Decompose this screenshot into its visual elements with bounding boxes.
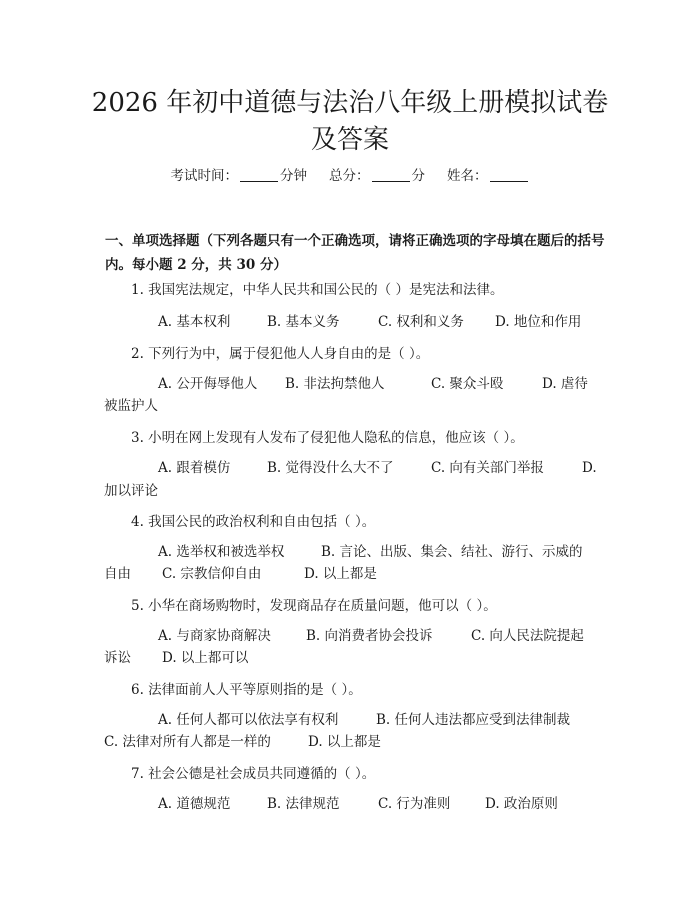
option-b: B. 基本义务 <box>267 314 340 330</box>
name-label: 姓名： <box>447 168 488 184</box>
time-label: 考试时间： <box>170 168 238 184</box>
option-b: B. 法律规范 <box>267 796 340 812</box>
option-d: D. <box>582 460 597 476</box>
question-2-continuation: 被监护人 <box>104 398 158 414</box>
question-2-stem: 2. 下列行为中，属于侵犯他人人身自由的是（ ）。 <box>131 346 430 362</box>
question-3-continuation: 加以评论 <box>104 483 158 499</box>
question-5-stem: 5. 小华在商场购物时，发现商品存在质量问题，他可以（ ）。 <box>131 598 497 614</box>
option-d: D. 以上都可以 <box>162 650 249 666</box>
continuation-text: 自由 <box>104 566 131 582</box>
option-b: B. 言论、出版、集会、结社、游行、示威的 <box>321 544 583 560</box>
option-c: C. 宗教信仰自由 <box>162 566 262 582</box>
option-c: C. 法律对所有人都是一样的 <box>104 734 271 750</box>
option-b: B. 向消费者协会投诉 <box>306 628 433 644</box>
score-unit: 分 <box>411 168 425 184</box>
score-label: 总分： <box>329 168 370 184</box>
option-c: C. 向人民法院提起 <box>471 628 584 644</box>
option-a: A. 与商家协商解决 <box>158 628 271 644</box>
option-c: C. 向有关部门举报 <box>431 460 544 476</box>
option-c: C. 聚众斗殴 <box>431 376 504 392</box>
exam-meta <box>0 170 700 184</box>
question-6-stem: 6. 法律面前人人平等原则指的是（ ）。 <box>131 682 362 698</box>
question-4-stem: 4. 我国公民的政治权利和自由包括（ ）。 <box>131 514 376 530</box>
option-a: A. 道德规范 <box>158 796 231 812</box>
exam-title-line1: 2026 年初中道德与法治八年级上册模拟试卷 <box>91 88 609 118</box>
option-b: B. 非法拘禁他人 <box>285 376 385 392</box>
question-7-stem: 7. 社会公德是社会成员共同遵循的（ ）。 <box>131 766 376 782</box>
option-d: D. 以上都是 <box>308 734 381 750</box>
option-d: D. 虐待 <box>542 376 588 392</box>
option-a: A. 任何人都可以依法享有权利 <box>158 712 339 728</box>
option-c: C. 权利和义务 <box>378 314 464 330</box>
name-blank <box>490 181 528 182</box>
question-1-stem: 1. 我国宪法规定，中华人民共和国公民的（ ）是宪法和法律。 <box>131 282 504 298</box>
question-3-stem: 3. 小明在网上发现有人发布了侵犯他人隐私的信息，他应该（ ）。 <box>131 430 524 446</box>
section-heading: 一、单项选择题（下列各题只有一个正确选项，请将正确选项的字母填在题后的括号内。每小题 2 分，共 30 分） <box>105 233 605 273</box>
option-a: A. 公开侮辱他人 <box>158 376 258 392</box>
continuation-text: 诉讼 <box>104 650 131 666</box>
exam-title-line2: 及答案 <box>310 125 389 155</box>
option-b: B. 觉得没什么大不了 <box>267 460 394 476</box>
option-a: A. 跟着模仿 <box>158 460 231 476</box>
option-d: D. 地位和作用 <box>495 314 582 330</box>
option-d: D. 以上都是 <box>304 566 377 582</box>
option-d: D. 政治原则 <box>485 796 558 812</box>
option-a: A. 选举权和被选举权 <box>158 544 285 560</box>
option-b: B. 任何人违法都应受到法律制裁 <box>376 712 571 728</box>
score-blank <box>372 181 410 182</box>
option-a: A. 基本权利 <box>158 314 231 330</box>
time-blank <box>240 181 278 182</box>
time-unit: 分钟 <box>280 168 307 184</box>
option-c: C. 行为准则 <box>378 796 451 812</box>
